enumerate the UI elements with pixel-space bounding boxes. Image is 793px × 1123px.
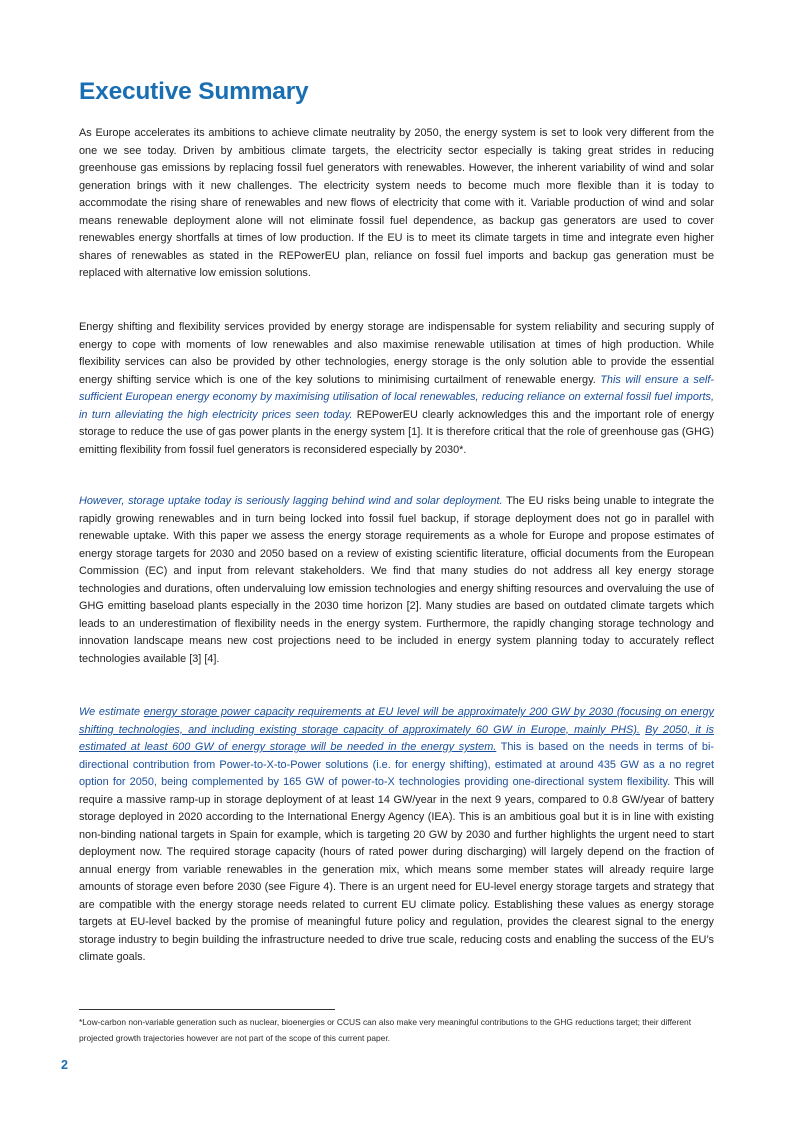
page-number: 2 [61,1058,68,1072]
footnote: *Low-carbon non-variable generation such as nuclear, bioenergies or CCUS can also make very meaningful contributions to the GHG reductions target; their different projected growth trajectories however are not part of the scope of this current paper. [79,1017,692,1043]
paragraph-4 [79,704,714,967]
paragraph-2-text-a: Energy shifting and flexibility services provided by energy storage are indispensable for system reliability and securing supply of energy to cope with moments of low renewables and also maximise renewable utilisation at times of high production. While flexibility services can also be provided by other technologies, energy storage is the only solution able to provide the essential energy shifting service which is one of the key solutions to minimising curtailment of renewable energy. [79,321,714,386]
paragraph-4-underlined-2030: energy storage power capacity requirements at EU level will be approximately 200 GW by 2030 (focusing on energy shifting technologies, and including existing storage capacity of approximately 60 GW in Europe, mainly PHS). [79,706,714,736]
paragraph-2-text-b: REPowerEU clearly acknowledges this and the important role of energy storage to reduce the use of gas power plants in the energy system [1]. It is therefore critical that the role of greenhouse gas (GHG) emitting flexibility from fossil fuel generators is reconsidered especially by 2030*. [79,408,714,456]
paragraph-3-text: The EU risks being unable to integrate the rapidly growing renewables and in turn being locked into fossil fuel backup, if storage deployment does not go in parallel with renewable uptake. With this paper we assess the energy storage requirements as a whole for Europe and propose estimates of energy storage targets for 2030 and 2050 based on a review of existing scientific literature, official documents from the European Commission (EC) and input from relevant stakeholders. We find that many studies do not address all key energy storage technologies and durations, often undervaluing low emission technologies and energy shifting resources and overvaluing the use of GHG emitting baseload plants especially in the 2030 time horizon [2]. Many studies are based on outdated climate targets which leads to an underestimation of flexibility needs in the energy system. Furthermore, the rapidly changing storage technology and innovation landscape means new cost projections need to be included in energy system planning today to accurately reflect technologies available [3] [4]. [79,495,715,665]
paragraph-4-lead: We estimate [79,706,144,718]
paragraph-4-blue: This is based on the needs in terms of bi-directional contribution from Power-to-X-to-Power solutions (i.e. for energy shifting), estimated at around 435 GW as a no regret option for 2050, being complemented by 165 GW of power-to-X technologies providing one-directional system flexibility. [79,741,714,788]
paragraph-2-emphasis: This will ensure a self-sufficient European energy economy by maximising utilisation of local renewables, reducing reliance on external fossil fuel imports, in turn alleviating the high electricity prices seen today. [79,373,714,421]
paragraph-2 [79,319,714,459]
paragraph-4-underlined-2050: By 2050, it is estimated at least 600 GW of energy storage will be needed in the energy system. [79,723,714,753]
footnote-divider [79,1009,335,1010]
page-title: Executive Summary [79,78,309,105]
paragraph-1: As Europe accelerates its ambitions to achieve climate neutrality by 2050, the energy system is set to look very different from the one we see today. Driven by ambitious climate targets, the electricity sector especially is taking great strides in reducing greenhouse gas emissions by replacing fossil fuel generators with renewables. However, the inherent variability of wind and solar generation brings with it new challenges. The electricity system needs to become much more flexible than it is today to accommodate the rising share of renewables and new flows of electricity that come with it. Variable production of wind and solar means renewable deployment alone will not eliminate fossil fuel dependence, as backup gas generators are used to cover renewables energy shortfalls at times of low production. If the EU is to meet its climate targets in time and integrate even higher shares of renewables as stated in the REPowerEU plan, reliance on fossil fuel imports and backup gas generation must be replaced with alternative low emission solutions. [79,127,714,279]
paragraph-3-emphasis: However, storage uptake today is seriously lagging behind wind and solar deployment. [79,495,503,507]
paragraph-4-text: This will require a massive ramp-up in storage deployment of at least 14 GW/year in the next 9 years, compared to 0.8 GW/year of battery storage deployed in 2020 according to the International Energy Agency (IEA). This is an ambitious goal but it is in line with existing non-binding national targets in Spain for example, which is targeting 20 GW by 2030 and further highlights the urgent need to start deployment now. The required storage capacity (hours of rated power during discharging) will largely depend on the fraction of annual energy from variable renewables in the generation mix, which means some member states will already require large amounts of storage even before 2030 (see Figure 4). There is an urgent need for EU-level energy storage targets and strategy that are compatible with the energy storage needs related to current EU climate policy. Establishing these values as energy storage targets at EU-level backed by the promise of meaningful future policy and regulation, provides the clearest signal to the energy storage industry to begin building the infrastructure needed to drive true scale, reducing costs and enabling the success of the EU’s climate goals. [79,776,714,963]
paragraph-3 [79,493,714,668]
